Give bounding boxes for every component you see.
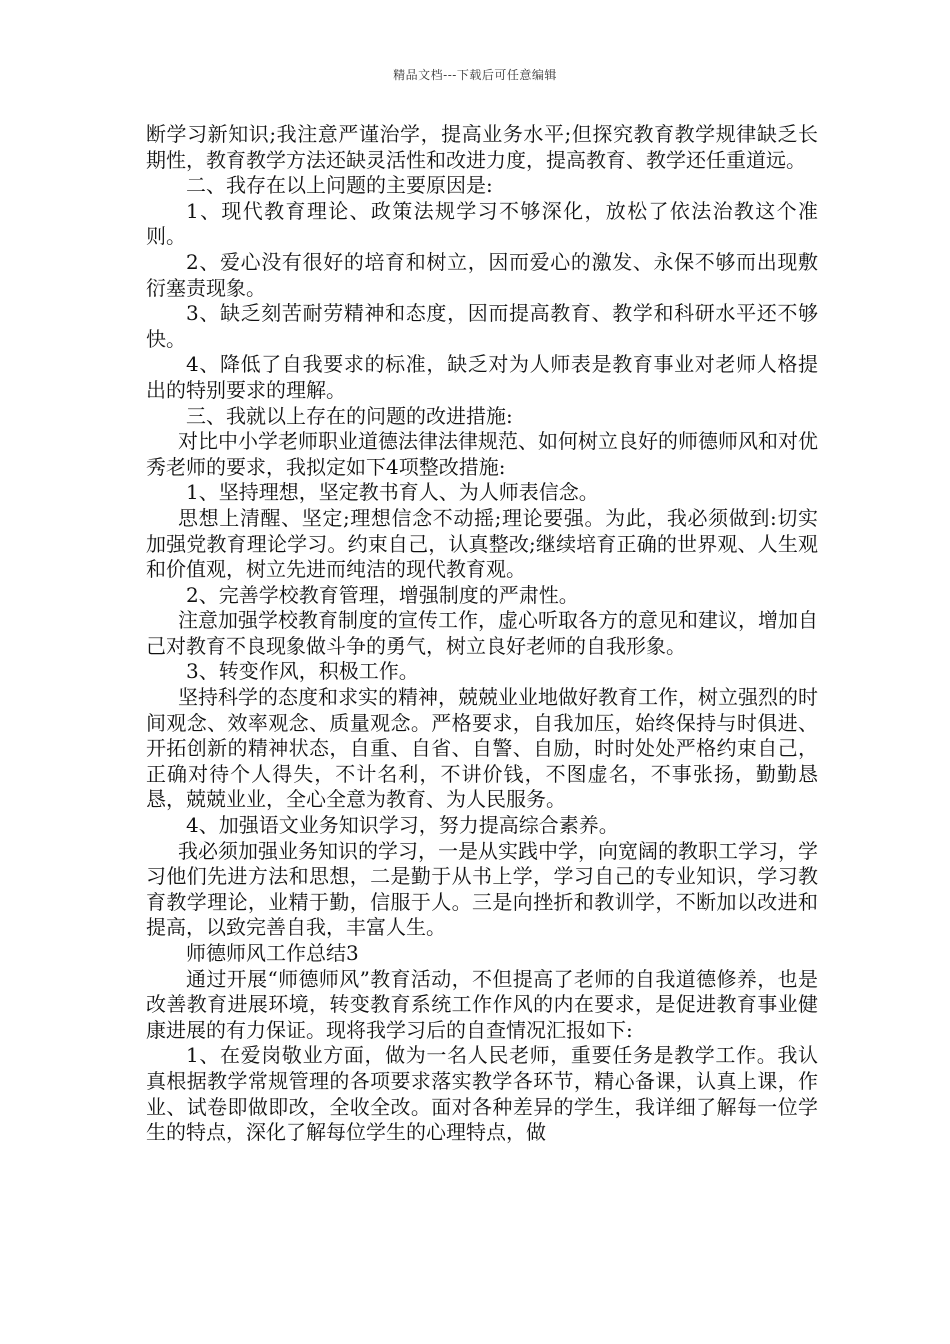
paragraph: 1、现代教育理论、政策法规学习不够深化，放松了依法治教这个准则。 [146,198,818,249]
paragraph: 坚持科学的态度和求实的精神，兢兢业业地做好教育工作，树立强烈的时间观念、效率观念、质量观念。严格要求，自我加压，始终保持与时俱进、开拓创新的精神状态，自重、自省、自警、自励，时时处处严格约束自己，正确对待个人得失，不计名利，不讲价钱，不图虚名，不事张扬，勤勤恳恳，兢兢业业，全心全意为教育、为人民服务。 [146,685,818,812]
section-title: 师德师风工作总结3 [186,941,359,965]
section-heading: 二、我存在以上问题的主要原因是: [186,173,493,198]
document-body [146,122,818,1146]
section-heading: 三、我就以上存在的问题的改进措施: [186,403,513,428]
paragraph: 3、转变作风，积极工作。 [186,659,419,684]
paragraph: 我必须加强业务知识的学习，一是从实践中学，向宽阔的教职工学习，学习他们先进方法和思想，二是勤于从书上学，学习自己的专业知识，学习教育教学理论，业精于勤，信服于人。三是向挫折和教训学，不断加以改进和提高，以致完善自我，丰富人生。 [146,838,818,940]
paragraph: 2、完善学校教育管理，增强制度的严肃性。 [186,582,579,607]
paragraph: 1、坚持理想，坚定教书育人、为人师表信念。 [186,480,599,505]
paragraph: 1、在爱岗敬业方面，做为一名人民老师，重要任务是教学工作。我认真根据教学常规管理的各项要求落实教学各环节，精心备课，认真上课，作业、试卷即做即改，全收全改。面对各种差异的学生，我详细了解每一位学生的特点，深化了解每位学生的心理特点，做 [146,1043,818,1145]
paragraph: 思想上清醒、坚定;理想信念不动摇;理论要强。为此，我必须做到:切实加强党教育理论学习。约束自己，认真整改;继续培育正确的世界观、人生观和价值观，树立先进而纯洁的现代教育观。 [146,505,818,582]
paragraph: 2、爱心没有很好的培育和树立，因而爱心的激发、永保不够而出现敷衍塞责现象。 [146,249,818,300]
paragraph: 3、缺乏刻苦耐劳精神和态度，因而提高教育、教学和科研水平还不够快。 [146,301,818,351]
paragraph: 通过开展“师德师风”教育活动，不但提高了老师的自我道德修养，也是改善教育进展环境，转变教育系统工作作风的内在要求，是促进教育事业健康进展的有力保证。现将我学习后的自查情况汇报如下: [146,966,818,1042]
paragraph: 对比中小学老师职业道德法律法律规范、如何树立良好的师德师风和对优秀老师的要求，我拟定如下4项整改措施: [146,429,818,479]
paragraph: 断学习新知识;我注意严谨治学，提高业务水平;但探究教育教学规律缺乏长期性，教育教学方法还缺灵活性和改进力度，提高教育、教学还任重道远。 [146,122,818,172]
paragraph: 4、降低了自我要求的标准，缺乏对为人师表是教育事业对老师人格提出的特别要求的理解。 [146,352,818,402]
paragraph: 注意加强学校教育制度的宣传工作，虚心听取各方的意见和建议，增加自己对教育不良现象做斗争的勇气，树立良好老师的自我形象。 [146,608,818,658]
paragraph: 4、加强语文业务知识学习，努力提高综合素养。 [186,813,619,838]
page-header: 精品文档---下载后可任意编辑 [393,68,557,82]
